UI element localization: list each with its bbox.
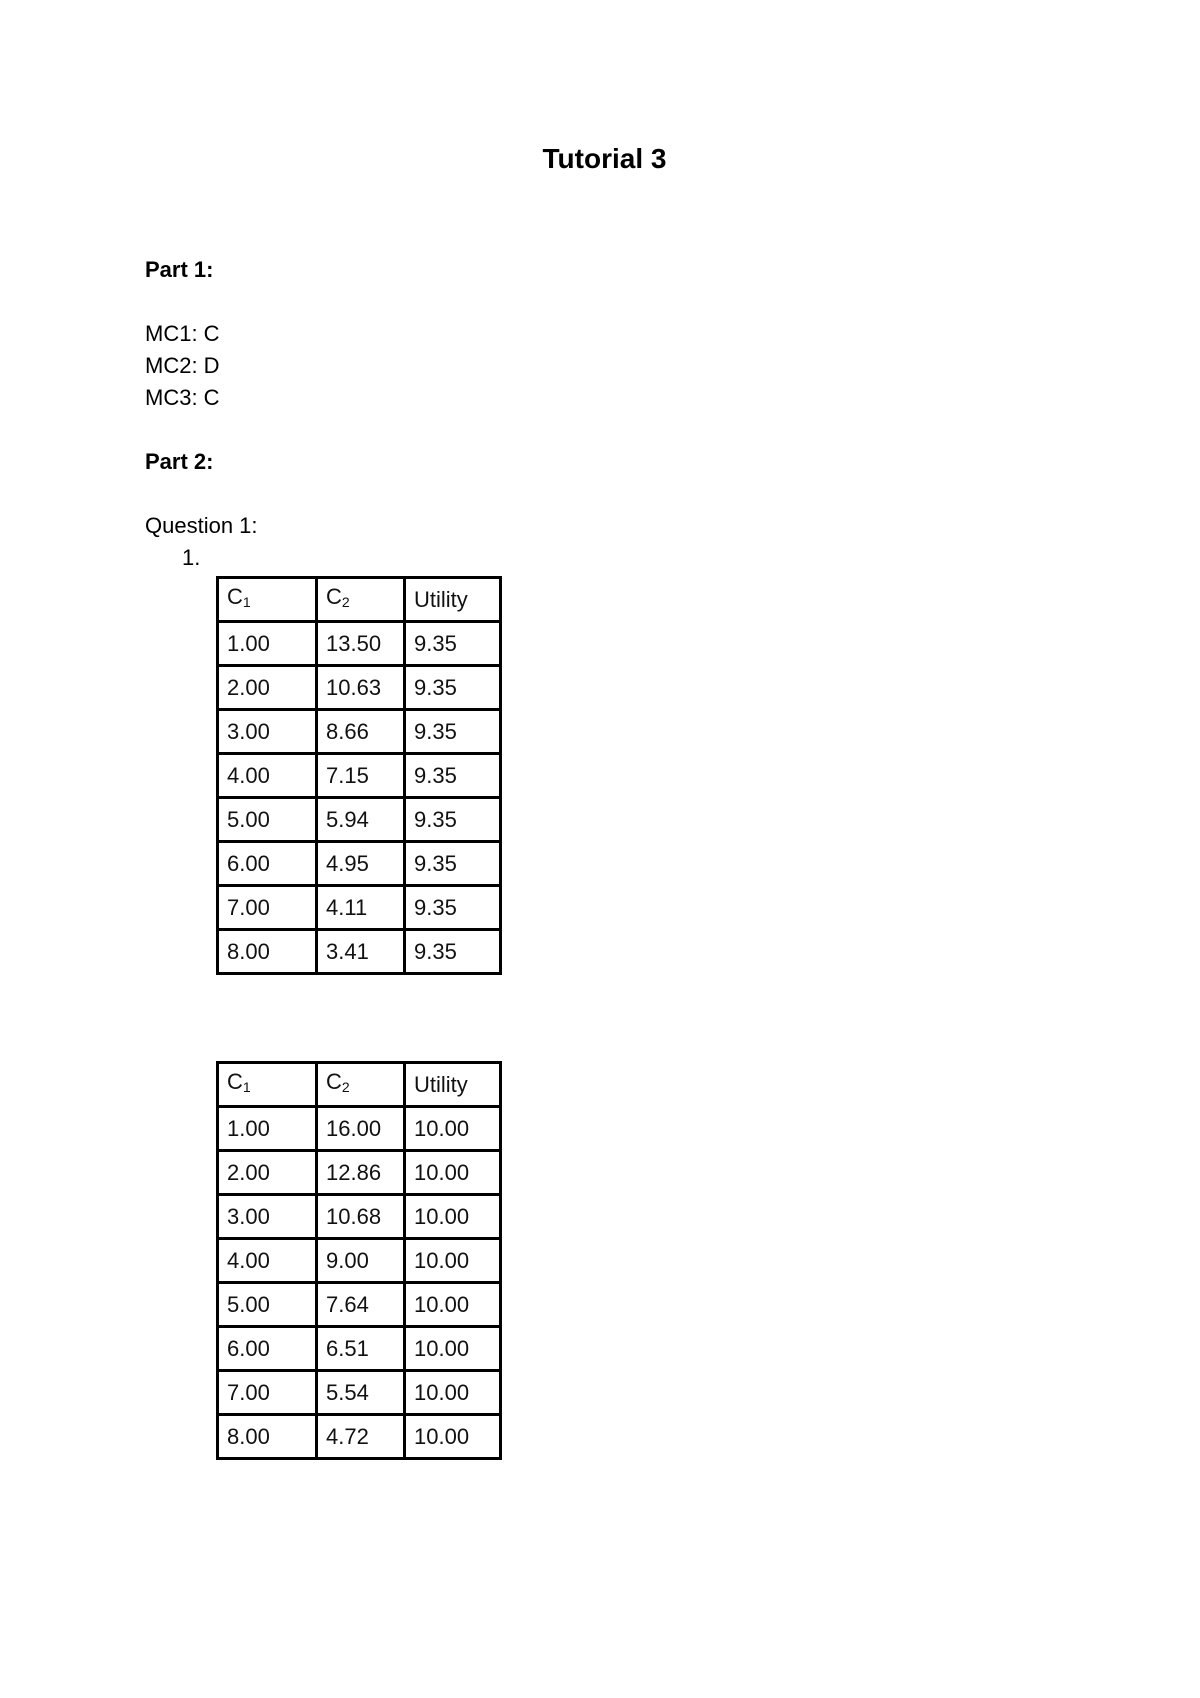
mc1-answer: MC1: C xyxy=(145,321,220,346)
cell-c2: 8.66 xyxy=(317,710,405,754)
header-text: C xyxy=(326,1069,342,1094)
header-text: C xyxy=(227,584,243,609)
cell-c2: 13.50 xyxy=(317,622,405,666)
cell-c1: 2.00 xyxy=(218,1151,317,1195)
cell-utility: 10.00 xyxy=(405,1151,501,1195)
cell-c2: 10.68 xyxy=(317,1195,405,1239)
cell-c2: 16.00 xyxy=(317,1107,405,1151)
cell-c1: 7.00 xyxy=(218,1371,317,1415)
cell-c1: 3.00 xyxy=(218,710,317,754)
table-row xyxy=(218,1151,501,1195)
cell-c2: 5.94 xyxy=(317,798,405,842)
cell-utility: 9.35 xyxy=(405,666,501,710)
cell-c2: 4.95 xyxy=(317,842,405,886)
cell-utility: 9.35 xyxy=(405,886,501,930)
question-1-label: Question 1: xyxy=(145,513,258,538)
cell-c1: 6.00 xyxy=(218,1327,317,1371)
cell-c1: 1.00 xyxy=(218,622,317,666)
table-row xyxy=(218,1371,501,1415)
part-2-heading: Part 2: xyxy=(145,449,214,474)
cell-utility: 9.35 xyxy=(405,754,501,798)
table-row xyxy=(218,666,501,710)
column-header-utility xyxy=(405,1063,501,1107)
cell-c1: 5.00 xyxy=(218,1283,317,1327)
cell-utility: 10.00 xyxy=(405,1327,501,1371)
cell-c1: 7.00 xyxy=(218,886,317,930)
cell-utility: 9.35 xyxy=(405,842,501,886)
cell-utility: 10.00 xyxy=(405,1107,501,1151)
cell-utility: 10.00 xyxy=(405,1415,501,1459)
table-row xyxy=(218,1283,501,1327)
cell-c2: 6.51 xyxy=(317,1327,405,1371)
utility-table-2 xyxy=(216,1061,502,1460)
table-row xyxy=(218,1415,501,1459)
part-1-heading: Part 1: xyxy=(145,257,214,282)
cell-c1: 4.00 xyxy=(218,1239,317,1283)
cell-c2: 7.64 xyxy=(317,1283,405,1327)
table-header-row xyxy=(218,1063,501,1107)
header-text: C xyxy=(326,584,342,609)
cell-c1: 2.00 xyxy=(218,666,317,710)
table-row xyxy=(218,754,501,798)
table-header-row xyxy=(218,578,501,622)
cell-c2: 7.15 xyxy=(317,754,405,798)
header-subscript: 2 xyxy=(341,1079,350,1095)
header-text: C xyxy=(227,1069,243,1094)
utility-table-1-body xyxy=(218,578,501,974)
table-row xyxy=(218,710,501,754)
cell-c2: 5.54 xyxy=(317,1371,405,1415)
cell-utility: 10.00 xyxy=(405,1371,501,1415)
cell-c1: 8.00 xyxy=(218,930,317,974)
cell-utility: 10.00 xyxy=(405,1283,501,1327)
column-header-c2 xyxy=(317,578,405,622)
table-row xyxy=(218,622,501,666)
document-title: Tutorial 3 xyxy=(542,143,667,174)
mc2-answer: MC2: D xyxy=(145,353,220,378)
table-row xyxy=(218,886,501,930)
cell-c2: 9.00 xyxy=(317,1239,405,1283)
cell-c1: 1.00 xyxy=(218,1107,317,1151)
column-header-c1 xyxy=(218,578,317,622)
utility-table-1 xyxy=(216,576,502,975)
cell-c1: 5.00 xyxy=(218,798,317,842)
table-row xyxy=(218,1239,501,1283)
cell-c1: 3.00 xyxy=(218,1195,317,1239)
column-header-utility xyxy=(405,578,501,622)
header-subscript: 2 xyxy=(341,594,350,610)
cell-utility: 9.35 xyxy=(405,622,501,666)
utility-table-2-body xyxy=(218,1063,501,1459)
cell-utility: 9.35 xyxy=(405,710,501,754)
table-row xyxy=(218,1195,501,1239)
header-text: Utility xyxy=(414,586,468,612)
table-row xyxy=(218,842,501,886)
list-item-number: 1. xyxy=(182,545,201,570)
header-subscript: 1 xyxy=(242,594,251,610)
cell-c2: 10.63 xyxy=(317,666,405,710)
cell-c2: 4.11 xyxy=(317,886,405,930)
cell-c2: 3.41 xyxy=(317,930,405,974)
cell-c1: 6.00 xyxy=(218,842,317,886)
table-row xyxy=(218,1107,501,1151)
cell-utility: 9.35 xyxy=(405,930,501,974)
mc3-answer: MC3: C xyxy=(145,385,220,410)
cell-utility: 9.35 xyxy=(405,798,501,842)
column-header-c1 xyxy=(218,1063,317,1107)
cell-utility: 10.00 xyxy=(405,1239,501,1283)
table-row xyxy=(218,1327,501,1371)
cell-c2: 4.72 xyxy=(317,1415,405,1459)
cell-c1: 8.00 xyxy=(218,1415,317,1459)
cell-c1: 4.00 xyxy=(218,754,317,798)
column-header-c2 xyxy=(317,1063,405,1107)
header-subscript: 1 xyxy=(242,1079,251,1095)
header-text: Utility xyxy=(414,1071,468,1097)
cell-utility: 10.00 xyxy=(405,1195,501,1239)
table-row xyxy=(218,930,501,974)
table-row xyxy=(218,798,501,842)
cell-c2: 12.86 xyxy=(317,1151,405,1195)
